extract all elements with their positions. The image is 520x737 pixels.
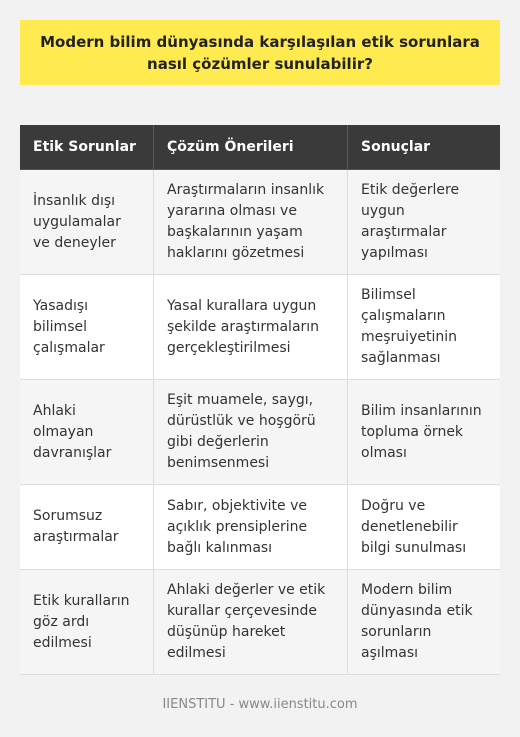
table-row <box>20 570 500 675</box>
table-header-row <box>20 125 500 170</box>
footer-credit: IIENSTITU - www.iienstitu.com <box>162 697 358 712</box>
table-cell: Etik kuralların göz ardı edilmesi <box>20 570 154 674</box>
table-cell: Ahlaki değerler ve etik kurallar çerçevesinde düşünüp hareket edilmesi <box>154 570 348 674</box>
table-cell: Bilimsel çalışmaların meşruiyetinin sağlanması <box>361 287 457 366</box>
table-cell: Doğru ve denetlenebilir bilgi sunulması <box>361 497 467 556</box>
table-cell: Yasadışı bilimsel çalışmalar <box>20 275 154 379</box>
table-cell: Bilim insanlarının topluma örnek olması <box>361 402 482 461</box>
table-cell: Eşit muamele, saygı, dürüstlük ve hoşgörü gibi değerlerin benimsenmesi <box>154 380 348 484</box>
ethics-table <box>20 125 500 675</box>
table-cell: Sabır, objektivite ve açıklık prensiplerine bağlı kalınması <box>154 485 348 569</box>
table-row <box>20 485 500 570</box>
table-cell: Araştırmaların insanlık yararına olması ve başkalarının yaşam haklarını gözetmesi <box>154 170 348 274</box>
table-row <box>20 275 500 380</box>
header-cell-results: Sonuçlar <box>361 138 431 155</box>
title-banner <box>20 20 500 85</box>
table-cell: Ahlaki olmayan davranışlar <box>20 380 154 484</box>
table-cell: Etik değerlere uygun araştırmalar yapılması <box>361 182 460 261</box>
table-row <box>20 380 500 485</box>
table-cell: Modern bilim dünyasında etik sorunların aşılması <box>361 582 473 661</box>
header-cell-issues: Etik Sorunlar <box>20 125 154 169</box>
header-cell-solutions: Çözüm Önerileri <box>154 125 348 169</box>
table-row <box>20 170 500 275</box>
table-cell: Yasal kurallara uygun şekilde araştırmaların gerçekleştirilmesi <box>154 275 348 379</box>
table-cell: İnsanlık dışı uygulamalar ve deneyler <box>20 170 154 274</box>
page-title: Modern bilim dünyasında karşılaşılan etik sorunlara nasıl çözümler sunulabilir? <box>40 32 480 73</box>
table-cell: Sorumsuz araştırmalar <box>20 485 154 569</box>
